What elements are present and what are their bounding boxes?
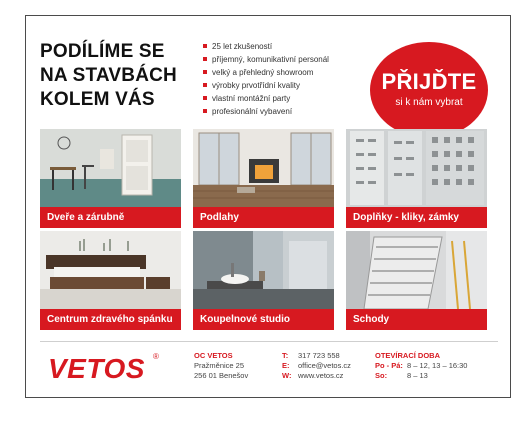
- registered-mark: ®: [153, 352, 159, 361]
- address-line: Pražměnice 25: [194, 361, 245, 370]
- footer-divider: [40, 341, 498, 342]
- benefit-item: profesionální vybavení: [202, 105, 329, 118]
- tile-floors[interactable]: [193, 129, 334, 228]
- vetos-logo: VETOS: [48, 353, 145, 384]
- opening-hours-block: [375, 351, 467, 381]
- store-name: OC VETOS: [194, 351, 233, 360]
- address-block: [194, 351, 248, 381]
- come-visit-badge: [370, 42, 488, 138]
- tile-label: Koupelnové studio: [193, 309, 334, 330]
- stairs-photo: [346, 231, 487, 309]
- tile-stairs[interactable]: [346, 231, 487, 330]
- tile-handles[interactable]: [346, 129, 487, 228]
- tile-sleep[interactable]: [40, 231, 181, 330]
- email-key: E:: [282, 361, 290, 370]
- headline-line: NA STAVBÁCH: [40, 65, 177, 86]
- benefits-list: [202, 40, 329, 118]
- benefit-item: příjemný, komunikativní personál: [202, 53, 329, 66]
- tile-label: Centrum zdravého spánku: [40, 309, 181, 330]
- address-line: 256 01 Benešov: [194, 371, 249, 380]
- handles-photo: [346, 129, 487, 207]
- web-key: W:: [282, 371, 292, 380]
- tile-label: Doplňky - kliky, zámky: [346, 207, 487, 228]
- headline: [40, 40, 210, 112]
- bathroom-photo: [193, 231, 334, 309]
- saturday-hours: 8 – 13: [407, 371, 428, 380]
- badge-title: PŘIJĎTE: [381, 69, 477, 94]
- weekday-key: Po - Pá:: [375, 361, 403, 370]
- advertisement: [25, 15, 511, 398]
- headline-line: PODÍLÍME SE: [40, 41, 165, 62]
- phone-value[interactable]: 317 723 558: [298, 351, 340, 360]
- floors-photo: [193, 129, 334, 207]
- doors-photo: [40, 129, 181, 207]
- saturday-key: So:: [375, 371, 388, 380]
- benefit-item: 25 let zkušeností: [202, 40, 329, 53]
- badge-subtitle: si k nám vybrat: [395, 97, 463, 108]
- web-value[interactable]: www.vetos.cz: [298, 371, 344, 380]
- email-value[interactable]: office@vetos.cz: [298, 361, 351, 370]
- benefit-item: výrobky prvotřídní kvality: [202, 79, 329, 92]
- contact-block: [282, 351, 351, 381]
- hours-title: OTEVÍRACÍ DOBA: [375, 351, 441, 360]
- tile-label: Schody: [346, 309, 487, 330]
- headline-line: KOLEM VÁS: [40, 89, 155, 110]
- tile-label: Dveře a zárubně: [40, 207, 181, 228]
- benefit-item: velký a přehledný showroom: [202, 66, 329, 79]
- benefit-item: vlastní montážní party: [202, 92, 329, 105]
- tile-bathroom[interactable]: [193, 231, 334, 330]
- phone-key: T:: [282, 351, 289, 360]
- weekday-hours: 8 – 12, 13 – 16:30: [407, 361, 468, 370]
- tile-label: Podlahy: [193, 207, 334, 228]
- bed-photo: [40, 231, 181, 309]
- tile-doors[interactable]: [40, 129, 181, 228]
